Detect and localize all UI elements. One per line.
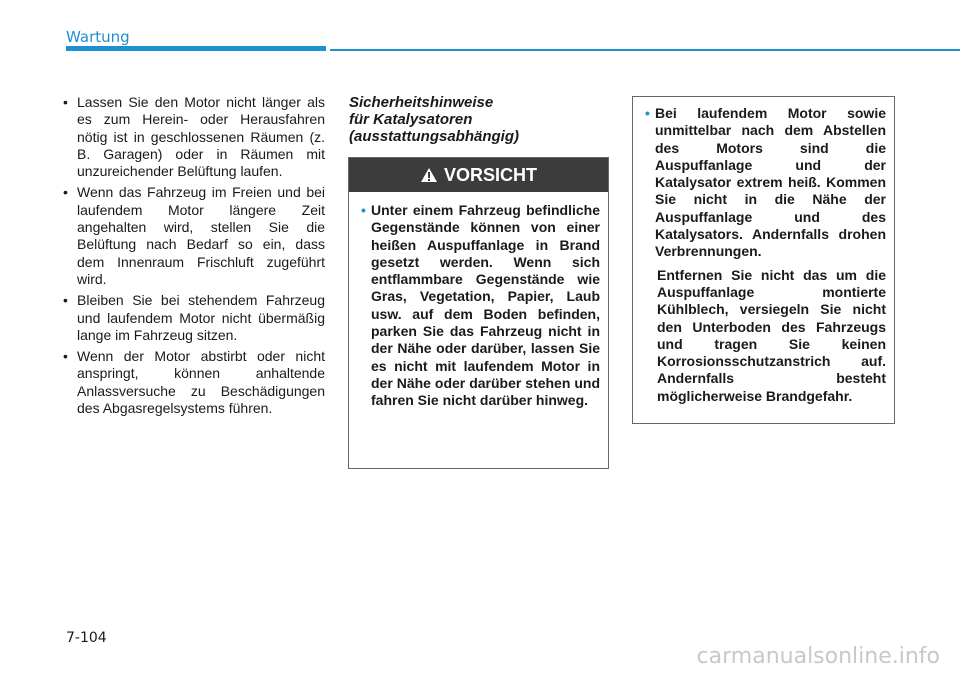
warning-text: Bei laufendem Motor sowie unmittelbar nach dem Abstellen des Motors sind die Auspuffanlage und der Katalysator extrem heiß. Kommen Sie nicht in die Nähe der Auspuffanlage und des Katalysators. Andernfalls drohen Verbrennungen. [655,105,886,260]
list-item-text: Bleiben Sie bei stehendem Fahrzeug und laufendem Motor nicht übermäßig lange im Fahrzeug sitzen. [77,292,325,343]
catalyst-safety-heading [349,94,611,145]
list-item: • Wenn der Motor abstirbt oder nicht anspringt, können anhaltende Anlassversuche zu Beschädigungen des Abgasregelsystems führen. [63,348,325,417]
caution-text: Unter einem Fahrzeug befindliche Gegenstände können von einer heißen Auspuffanlage in Brand gesetzt werden. Wenn sich entflammbare Gegenstände wie Gras, Vegetation, Papier, Laub usw. auf dem Boden befinden, parken Sie das Fahrzeug nicht in der Nähe oder darüber, lassen Sie es nicht mit laufendem Motor in der Nähe oder darüber stehen und fahren Sie nicht darüber hinweg. [371,202,600,409]
warning-item: • Bei laufendem Motor sowie unmittelbar nach dem Abstellen des Motors sind die Auspuffanlage und der Katalysator extrem heiß. Kommen Sie nicht in die Nähe der Auspuffanlage und des Katalysators. Andernfalls drohen Verbrennungen. [645,105,886,260]
heading-line: für Katalysatoren [349,111,473,128]
list-item: • Bleiben Sie bei stehendem Fahrzeug und laufendem Motor nicht übermäßig lange im Fahrzeug sitzen. [63,292,325,343]
header-rule [330,49,960,51]
warning-paragraph: Entfernen Sie nicht das um die Auspuffanlage montierte Kühlblech, versiegeln Sie nicht den Unterboden des Fahrzeugs und tragen Sie keinen Korrosionsschutzanstrich auf. Andernfalls besteht möglicherweise Brandgefahr. [657,266,886,404]
watermark: carmanualsonline.info [696,644,940,669]
warning-triangle-icon [420,167,438,183]
page-number: 7-104 [66,630,107,646]
warning-box [632,96,895,424]
list-item-text: Wenn das Fahrzeug im Freien und bei laufendem Motor längere Zeit angehalten wird, stellen Sie die Belüftung nach Bedarf so ein, dass dem Innenraum Frischluft zugeführt wird. [77,184,325,287]
list-item: • Wenn das Fahrzeug im Freien und bei laufendem Motor längere Zeit angehalten wird, stellen Sie die Belüftung nach Bedarf so ein, dass dem Innenraum Frischluft zugeführt wird. [63,184,325,287]
list-item-text: Lassen Sie den Motor nicht länger als es zum Herein- oder Herausfahren nötig ist in geschlossenen Räumen (z. B. Garagen) oder in Räumen mit unzureichender Belüftung laufen. [77,94,325,180]
header-bar-accent [66,46,326,51]
heading-line: Sicherheitshinweise [349,94,494,111]
list-item: • Lassen Sie den Motor nicht länger als es zum Herein- oder Herausfahren nötig ist in geschlossenen Räumen (z. B. Garagen) oder in Räumen mit unzureichender Belüftung laufen. [63,94,325,180]
heading-line: (ausstattungsabhängig) [349,128,520,145]
left-column [62,94,325,421]
list-item-text: Wenn der Motor abstirbt oder nicht anspringt, können anhaltende Anlassversuche zu Beschädigungen des Abgasregelsystems führen. [77,348,325,417]
caution-header [349,158,608,192]
section-title: Wartung [66,28,130,46]
caution-box [348,157,609,469]
caution-item: • Unter einem Fahrzeug befindliche Gegenstände können von einer heißen Auspuffanlage in Brand gesetzt werden. Wenn sich entflammbare Gegenstände wie Gras, Vegetation, Papier, Laub usw. auf dem Boden befinden, parken Sie das Fahrzeug nicht in der Nähe oder darüber, lassen Sie es nicht mit laufendem Motor in der Nähe oder darüber stehen und fahren Sie nicht darüber hinweg. [361,202,600,409]
caution-label: VORSICHT [443,164,537,185]
